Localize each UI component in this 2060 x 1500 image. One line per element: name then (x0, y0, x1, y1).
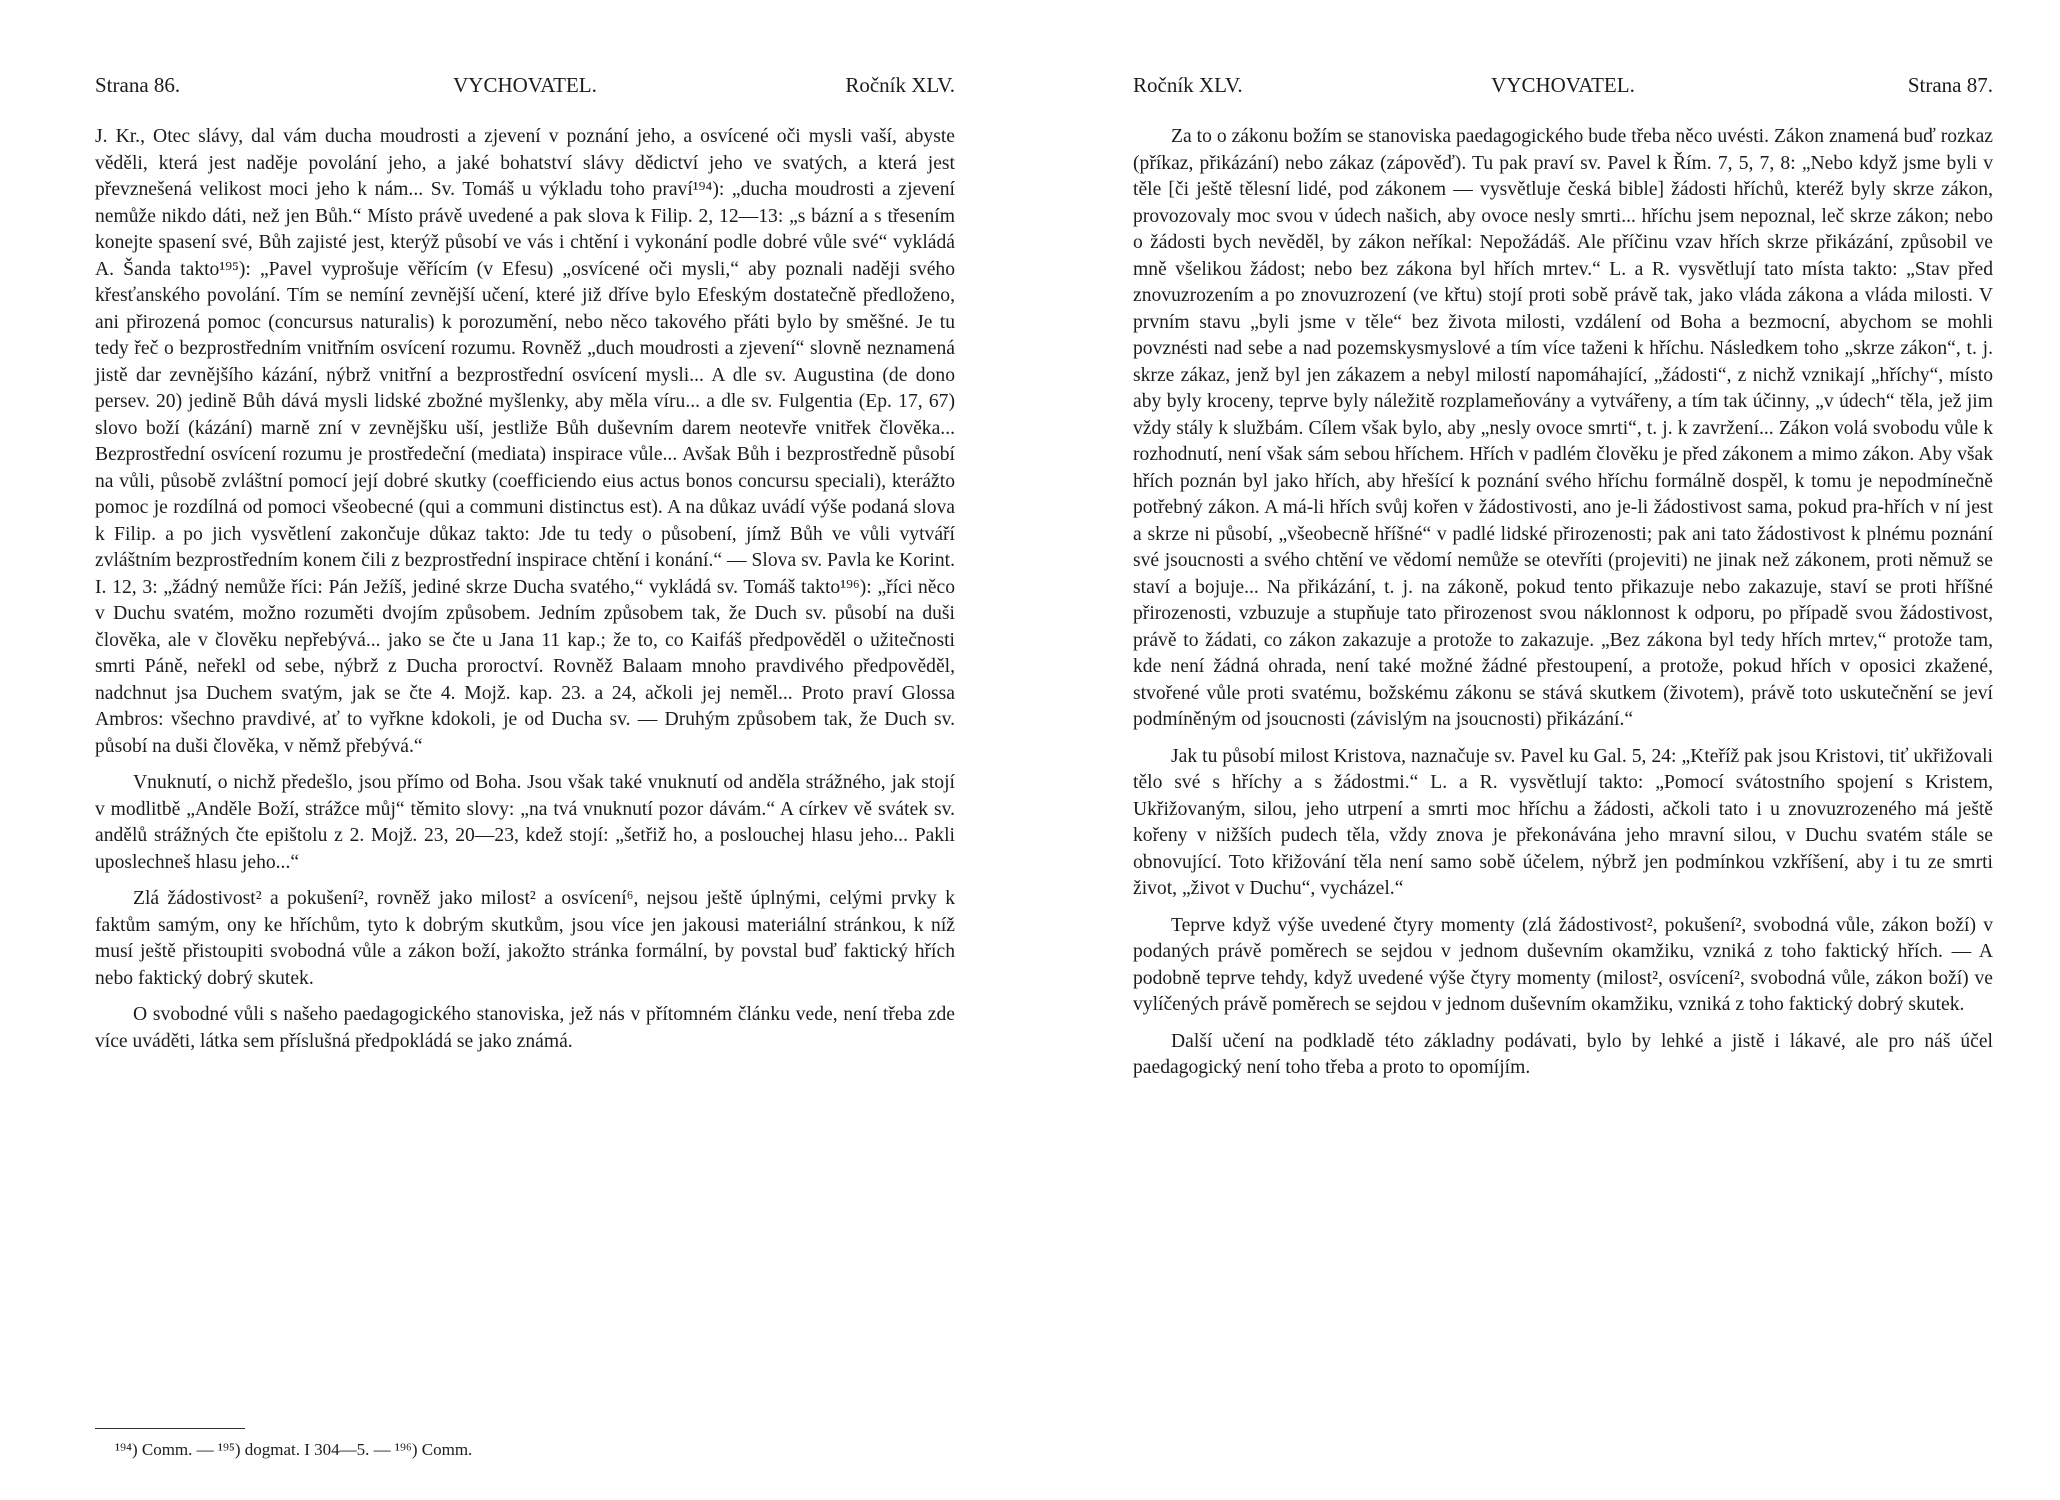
paragraph: J. Kr., Otec slávy, dal vám ducha moudrosti a zjevení v poznání jeho, a osvícené oči mysli vaší, abyste věděli, která jest naděje povolání jeho, a jaké bohatství slávy dědictví jeho ve svatých, a která jest převznešená velikost moci jeho k nám... Sv. Tomáš u výkladu toho praví¹⁹⁴): „ducha moudrosti a zjevení nemůže nikdo dáti, než jen Bůh.“ Místo právě uvedené a pak slova k Filip. 2, 12—13: „s bázní a s třesením konejte spasení své, Bůh zajisté jest, kterýž působí ve vás i chtění i vykonání podle dobré vůle své“ vykládá A. Šanda takto¹⁹⁵): „Pavel vyprošuje věřícím (v Efesu) „osvícené oči mysli,“ aby poznali naději svého křesťanského povolání. Tím se nemíní zevnější učení, které již dříve bylo Efeským dostatečně předloženo, ani přirozená pomoc (concursus naturalis) k porozumění, nebo něco takového přáti bylo by směšné. Je tu tedy řeč o bezprostředním vnitřním osvícení rozumu. Rovněž „duch moudrosti a zjevení“ slovně neznamená jistě dar zevnějšího kázání, nýbrž vnitřní a bezprostřední osvícení mysli... A dle sv. Augustina (de dono persev. 20) jedině Bůh dává mysli lidské zbožné myšlenky, aby měla víru... a dle sv. Fulgentia (Ep. 17, 67) slovo boží (kázání) marně zní v zevnějšku uší, jestliže Bůh duševním darem neotevře vnitřek člověka... Bezprostřední osvícení rozumu je prostředeční (mediata) inspirace vůle... Avšak Bůh i bezprostředně působí na vůli, působě zvláštní pomocí její dobré skutky (coefficiendo eius actus bonos concursu speciali), kterážto pomoc je rozdílná od pomoci všeobecné (qui a communi distinctus est). A na důkaz uvádí výše podaná slova k Filip. a po jich vysvětlení zakončuje důkaz takto: Jde tu tedy o působení, jímž Bůh ve vůli vytváří zvláštním bezprostředním konem čili z bezprostřední inspirace chtění i konání.“ — Slova sv. Pavla ke Korint. I. 12, 3: „žádný nemůže říci: Pán Ježíš, jediné skrze Ducha svatého,“ vykládá sv. Tomáš takto¹⁹⁶): „říci něco v Duchu svatém, možno rozuměti dvojím způsobem. Jedním způsobem tak, že Duch sv. působí na duši člověka, ale v člověku nepřebývá... jako se čte u Jana 11 kap.; že to, co Kaifáš předpověděl o užitečnosti smrti Páně, neřekl od sebe, nýbrž z Ducha proroctví. Rovněž Balaam mnoho pravdivého předpověděl, nadchnut jsa Duchem svatým, jak se čte 4. Mojž. kap. 23. a 24, ačkoli jej neměl... Proto praví Glossa Ambros: všechno pravdivé, ať to vyřkne kdokoli, je od Ducha sv. — Druhým způsobem tak, že Duch sv. působí na duši člověka, v němž přebývá.“ (95, 126, 955, 757)
paragraph: Jak tu působí milost Kristova, naznačuje sv. Pavel ku Gal. 5, 24: „Kteříž pak jsou Kristovi, tiť ukřižovali tělo své s hříchy a s žádostmi.“ L. a R. vysvětlují takto: „Pomocí svátostního spojení s Kristem, Ukřižovaným, silou, jeho utrpení a smrti moc hříchu a žádosti, ačkoli tato i u znovuzrozeného má ještě kořeny v nižších pudech těla, vždy znova je překonávána jeho mravní silou, v Duchu svatém stále se obnovující. Toto křižování těla není samo sobě účelem, nýbrž jen podmínkou vzkříšení, aby i tu ze smrti život, „život v Duchu“, vycházel.“ (1133, 745, 1993, 899)
page-body (1133, 124, 1993, 1092)
volume-label: Ročník XLV. (1133, 73, 1243, 97)
page-header (1133, 73, 1993, 103)
journal-title: VYCHOVATEL. (453, 73, 597, 97)
page-number: Strana 87. (1907, 73, 1993, 97)
paragraph: Další učení na podkladě této základny podávati, bylo by lehké a jistě i lákavé, ale pro náš účel paedagogický není toho třeba a proto to opomíjím. (1133, 1030, 1993, 1078)
paragraph: Za to o zákonu božím se stanoviska paedagogického bude třeba něco uvésti. Zákon znamená buď rozkaz (příkaz, přikázání) nebo zákaz (zápověď). Tu pak praví sv. Pavel k Řím. 7, 5, 7, 8: „Nebo když jsme byli v těle [či ještě tělesní lidé, pod zákonem — vysvětluje česká bible] žádosti hříchů, kteréž byly skrze zákon, provozovaly moc svou v údech našich, aby ovoce nesly smrti... hříchu jsem nepoznal, leč skrze zákon; nebo o žádosti bych nevěděl, by zákon neříkal: Nepožádáš. Ale příčinu vzav hřích skrze přikázání, způsobil ve mně všelikou žádost; nebo bez zákona byl hřích mrtev.“ L. a R. vysvětlují tato místa takto: „Stav před znovuzrozením a po znovuzrození (ve křtu) stojí proti sobě právě tak, jako vláda zákona a vláda milosti. V prvním stavu „byli jsme v těle“ bez života milosti, vzdálení od Boha a bezmocní, abychom se mohli povznésti nad sebe a nad pozemskysmyslové a tím více taženi k hříchu. Následkem toho „skrze zákon“, t. j. skrze zákaz, jenž byl jen zákazem a nebyl milostí napomáhající, „žádosti“, z nichž vznikají „hříchy“, místo aby byly kroceny, teprve byly náležitě rozplameňovány a vytvářeny, a tím tak účinny, „v údech“ těla, jež jim vždy stály k službám. Cílem však bylo, aby „nesly ovoce smrti“, t. j. k zavržení... Zákon volá svobodu vůle k rozhodnutí, není však sám sebou hříchem. Hřích v padlém člověku je před zákonem a mimo zákon. Aby však hřích poznán byl jako hřích, aby hřešící k poznání svého hříchu formálně dospěl, k tomu je nepodmínečně potřebný zákon. A má-li hřích svůj kořen v žádostivosti, ano je-li žádostivost sama, pokud pra-hřích v ní jest a skrze ni působí, „všeobecně hříšné“ v padlé lidské přirozenosti; pak ani tato žádostivost k plnému poznání své jsoucnosti a svého chtění ve vědomí nemůže se otevříti (projeviti) ne jinak než zákonem, proti němuž se staví a bojuje... Na přikázání, t. j. na zákoně, pokud tento přikazuje nebo zakazuje, staví se proti hříšné přirozenosti, vzbuzuje a stupňuje tato přirozenost svou náklonnost k odporu, po případě svou žádostivost, právě to žádati, co zákon zakazuje a protože to zakazuje. „Bez zákona byl tedy hřích mrtev,“ protože tam, kde není žádná ohrada, není také možné žádné přestoupení, a protože, pokud hřích v oposici zkažené, stvořené vůle proti svatému, božskému zákonu se stává skutkem (životem), právě toto uskutečnění se jeví podmíněným od jsoucnosti (závislým na jsoucnosti) přikázání.“ (1133, 126, 1993, 730)
journal-title: VYCHOVATEL. (1491, 73, 1635, 97)
page-header (95, 73, 955, 103)
footnotes: ¹⁹⁴) Comm. — ¹⁹⁵) dogmat. I 304—5. — ¹⁹⁶) Comm. (115, 1440, 473, 1459)
paragraph: Zlá žádostivost² a pokušení², rovněž jako milost² a osvícení⁶, nejsou ještě úplnými, celými prvky k faktům samým, ony ke hříchům, tyto k dobrým skutkům, jsou více jen jakousi materiální stránkou, k níž musí ještě přistoupiti svobodná vůle a zákon boží, jakožto stránka formální, by povstal buď faktický hřích nebo faktický dobrý skutek. (95, 888, 955, 989)
paragraph: O svobodné vůli s našeho paedagogického stanoviska, jež nás v přítomném článku vede, není třeba zde více uváděti, látka sem příslušná předpokládá se jako známá. (95, 1004, 955, 1052)
paragraph: Vnuknutí, o nichž předešlo, jsou přímo od Boha. Jsou však také vnuknutí od anděla strážného, jak stojí v modlitbě „Anděle Boží, strážce můj“ těmito slovy: „na tvá vnuknutí pozor dávám.“ A církev vě svátek sv. andělů strážných čte epištolu z 2. Mojž. 23, 20—23, kdež stojí: „šetřiž ho, a poslouchej hlasu jeho... Pakli uposlechneš hlasu jeho...“ (95, 772, 955, 873)
footnote-rule (95, 1428, 245, 1429)
paragraph: Teprve když výše uvedené čtyry momenty (zlá žádostivost², pokušení², svobodná vůle, zákon boží) v podaných právě poměrech se sejdou v jednom duševním okamžiku, vzniká z toho faktický hřích. — A podobně teprve tehdy, když uvedené výše čtyry momenty (milost², osvícení², svobodná vůle, zákon boží) ve vylíčených právě poměrech se sejdou v jednom duševním okamžiku, vzniká z toho faktický dobrý skutek. (1133, 914, 1993, 1015)
volume-label: Ročník XLV. (845, 73, 955, 97)
page-number: Strana 86. (95, 73, 181, 97)
page-body (95, 124, 955, 1065)
